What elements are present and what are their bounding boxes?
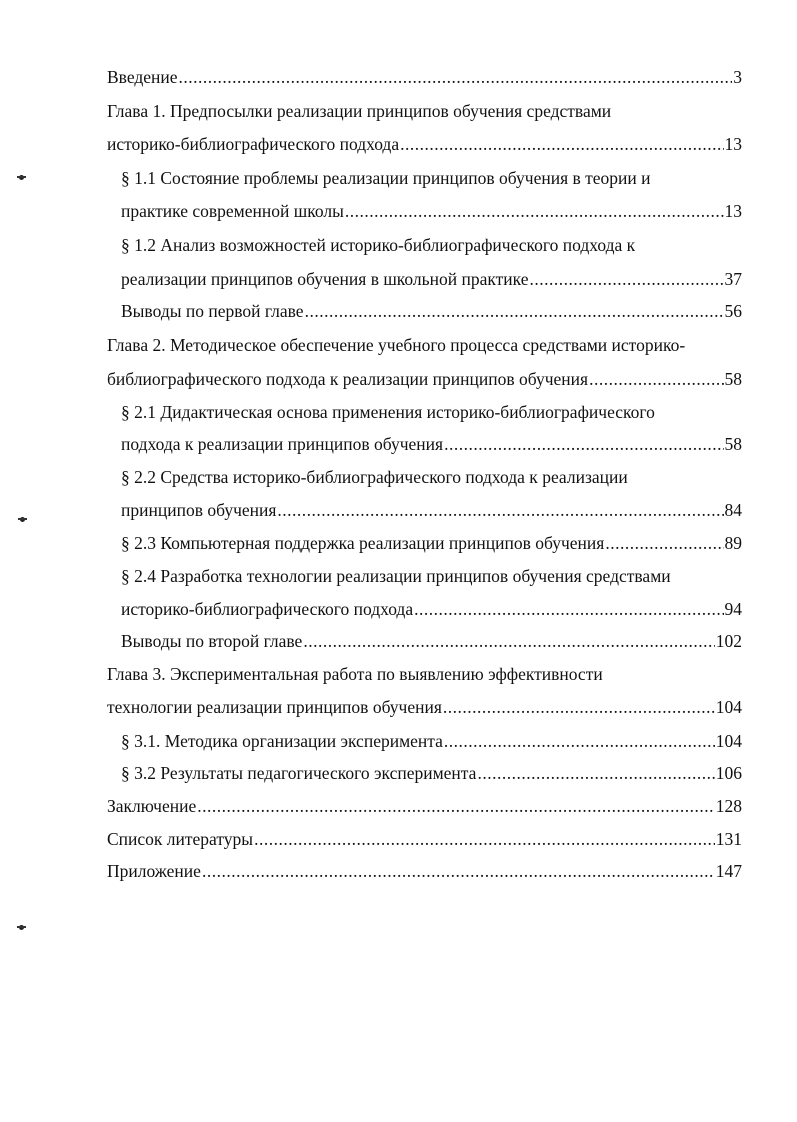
scan-speck [19,925,24,930]
toc-entry-title: историко-библиографического подхода [121,599,414,619]
toc-entry-intro[interactable] [107,64,742,90]
dot-leader [605,530,723,556]
dot-leader [254,826,715,852]
dot-leader [179,64,733,90]
toc-entry-section-2-4[interactable] [121,596,742,622]
toc-entry-title: Приложение [107,861,201,881]
toc-entry-section-3-1[interactable] [121,728,742,754]
scan-speck [20,517,25,522]
toc-section-2-1-title: § 2.1 Дидактическая основа применения историко-библиографического [121,402,655,422]
dot-leader [444,431,723,457]
dot-leader [443,694,715,720]
dot-leader [345,198,724,224]
toc-page-number: 102 [715,631,742,651]
toc-page-number: 131 [715,829,742,849]
dot-leader [305,298,724,324]
toc-page-number: 94 [724,599,742,619]
toc-section-1-1-title: § 1.1 Состояние проблемы реализации принципов обучения в теории и [121,168,651,188]
toc-chapter-3-title: Глава 3. Экспериментальная работа по выявлению эффективности [107,664,603,684]
toc-entry-chapter-2[interactable] [107,366,742,392]
toc-entry-chapter-3[interactable] [107,694,742,720]
toc-entry-section-1-2[interactable] [121,266,742,292]
dot-leader [202,858,715,884]
toc-section-2-4-title: § 2.4 Разработка технологии реализации принципов обучения средствами [121,566,671,586]
dot-leader [277,497,723,523]
dot-leader [197,793,715,819]
toc-entry-conclusions-1[interactable] [121,298,742,324]
toc-page-number: 147 [715,861,742,881]
toc-entry-conclusions-2[interactable] [121,628,742,654]
dot-leader [303,628,714,654]
toc-entry-title: реализации принципов обучения в школьной практике [121,269,529,289]
toc-page-number: 56 [724,301,742,321]
toc-entry-section-3-2[interactable] [121,760,742,786]
toc-entry-conclusion[interactable] [107,793,742,819]
toc-section-1-2-title: § 1.2 Анализ возможностей историко-библиографического подхода к [121,235,636,255]
toc-page-number: 104 [715,731,742,751]
toc-entry-title: Выводы по второй главе [121,631,303,651]
toc-entry-section-2-3[interactable] [121,530,742,556]
toc-entry-title: Выводы по первой главе [121,301,304,321]
toc-entry-title: библиографического подхода к реализации принципов обучения [107,369,589,389]
toc-entry-references[interactable] [107,826,742,852]
toc-page-number: 89 [724,533,742,553]
toc-page-number: 37 [724,269,742,289]
dot-leader [444,728,715,754]
toc-entry-title: подхода к реализации принципов обучения [121,434,444,454]
scan-speck [19,175,24,180]
toc-entry-chapter-1[interactable] [107,131,742,157]
dot-leader [530,266,724,292]
toc-entry-title: принципов обучения [121,500,277,520]
toc-page-number: 13 [724,134,742,154]
toc-chapter-2-title: Глава 2. Методическое обеспечение учебного процесса средствами историко- [107,335,686,355]
toc-page-number: 58 [724,434,742,454]
toc-entry-title: § 2.3 Компьютерная поддержка реализации принципов обучения [121,533,605,553]
toc-entry-appendix[interactable] [107,858,742,884]
toc-entry-section-2-2[interactable] [121,497,742,523]
toc-chapter-1-title: Глава 1. Предпосылки реализации принципов обучения средствами [107,101,612,121]
toc-page-number: 84 [724,500,742,520]
dot-leader [589,366,723,392]
toc-entry-section-1-1[interactable] [121,198,742,224]
toc-page-number: 3 [733,67,742,87]
toc-page-number: 106 [715,763,742,783]
dot-leader [414,596,723,622]
toc-page-number: 128 [715,796,742,816]
toc-entry-title: Список литературы [107,829,254,849]
toc-entry-section-2-1[interactable] [121,431,742,457]
toc-entry-title: технологии реализации принципов обучения [107,697,442,717]
toc-entry-title: Введение [107,67,178,87]
dot-leader [477,760,714,786]
toc-page-number: 58 [724,369,742,389]
toc-section-2-2-title: § 2.2 Средства историко-библиографического подхода к реализации [121,467,628,487]
toc-page-number: 13 [724,201,742,221]
dot-leader [400,131,723,157]
toc-entry-title: Заключение [107,796,197,816]
toc-entry-title: § 3.1. Методика организации эксперимента [121,731,443,751]
toc-entry-title: историко-библиографического подхода [107,134,400,154]
toc-entry-title: § 3.2 Результаты педагогического эксперимента [121,763,477,783]
toc-entry-title: практике современной школы [121,201,344,221]
toc-page-number: 104 [715,697,742,717]
